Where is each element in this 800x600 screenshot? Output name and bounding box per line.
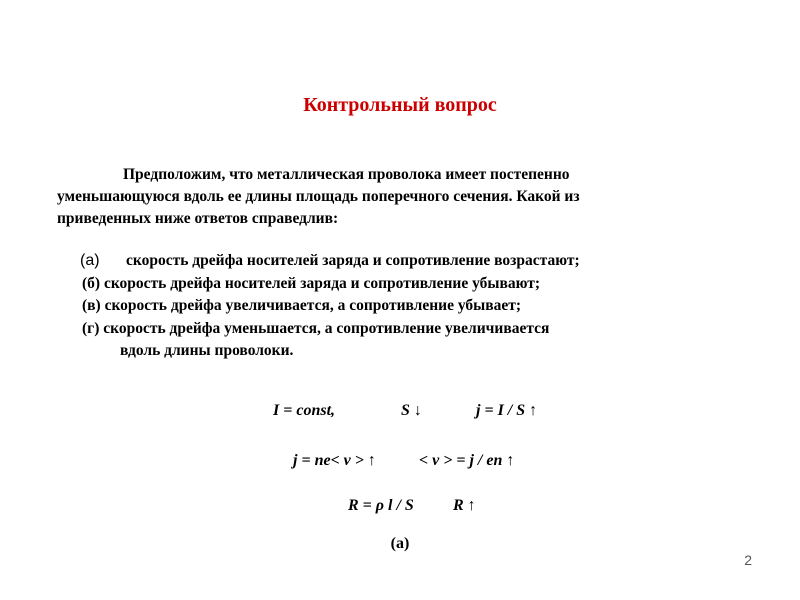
option-b: (б) скорость дрейфа носителей заряда и сопротивление убывают; [82, 274, 541, 292]
question-line: уменьшающуюся вдоль ее длины площадь поперечного сечения. Какой из [57, 188, 580, 205]
option-a-marker: (а) [80, 252, 100, 269]
formula-resistance: R = ρ l / S [348, 497, 414, 514]
option-d: (г) скорость дрейфа уменьшается, а сопротивление увеличивается [82, 319, 550, 337]
formula-current-density: j = I / S ↑ [476, 402, 538, 419]
question-line: приведенных ниже ответов справедлив: [57, 210, 339, 227]
correct-answer: (а) [390, 535, 410, 552]
formula-current-const: I = const, [273, 402, 336, 419]
option-c: (в) скорость дрейфа увеличивается, а сопротивление убывает; [82, 297, 522, 314]
page-number: 2 [744, 552, 752, 568]
formula-resistance-increase: R ↑ [453, 497, 476, 514]
question-text [57, 164, 737, 230]
option-d-continuation: вдоль длины проволоки. [120, 342, 294, 359]
slide-title: Контрольный вопрос [303, 94, 497, 116]
option-a [78, 250, 758, 273]
formula-density-drift: j = ne< v > ↑ [293, 452, 376, 469]
option-a-text: скорость дрейфа носителей заряда и сопротивление возрастают; [126, 252, 580, 269]
formula-area-decrease: S ↓ [401, 402, 422, 419]
question-line: Предположим, что металлическая проволока имеет постепенно [123, 166, 570, 183]
answer-options [78, 250, 758, 363]
formula-drift-velocity: < v > = j / en ↑ [419, 452, 515, 469]
